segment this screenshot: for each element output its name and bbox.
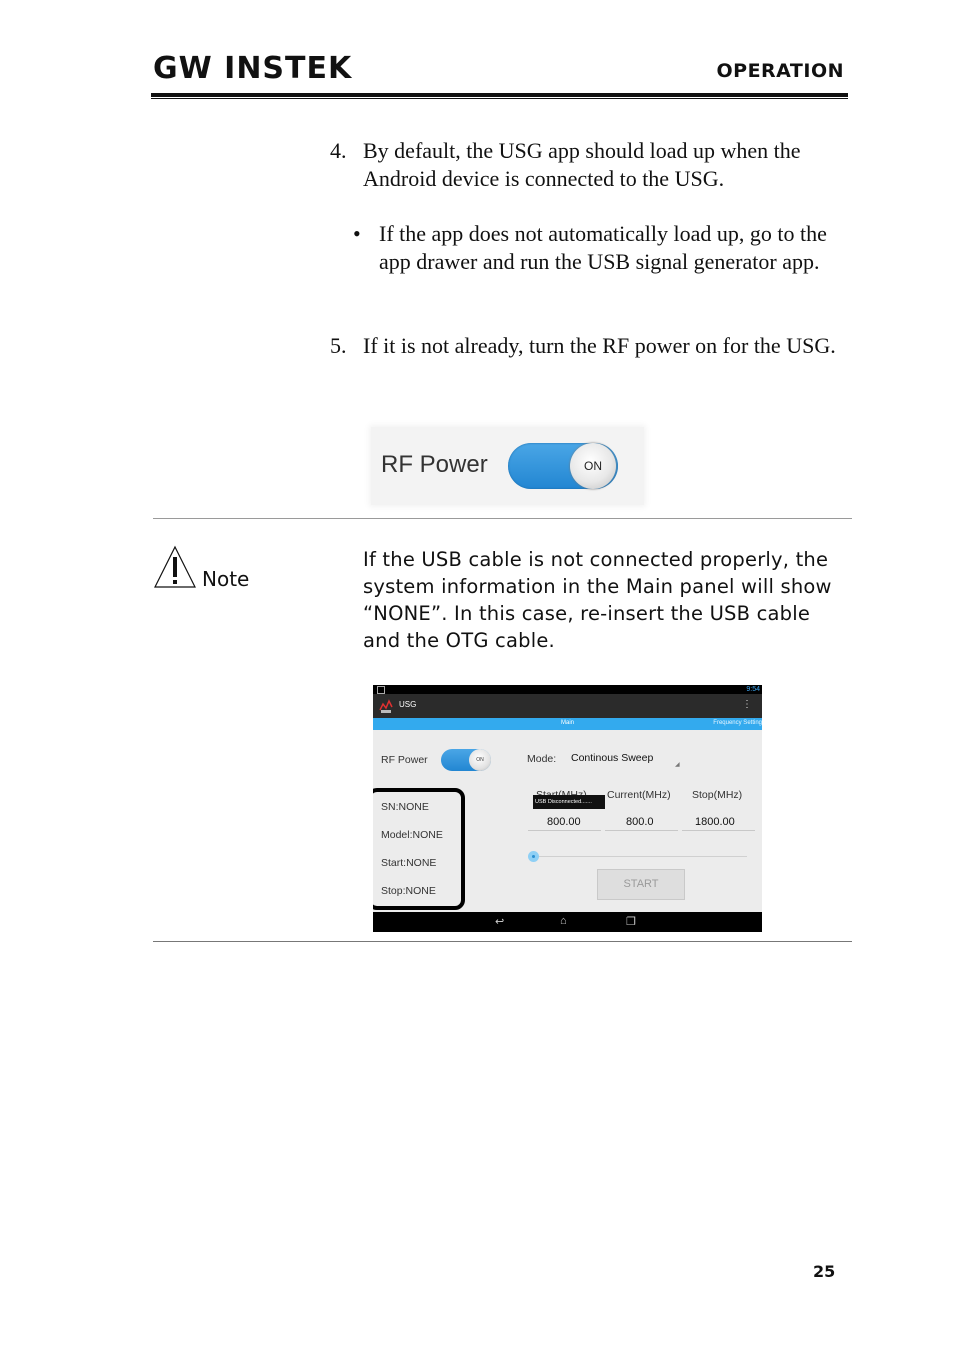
overflow-menu-icon[interactable]: ⋮ — [742, 699, 752, 710]
status-clock: 9:54 — [746, 686, 760, 693]
header-rule-thin — [151, 98, 848, 99]
action-bar — [373, 694, 762, 718]
rf-power-label: RF Power — [381, 754, 428, 766]
mode-select[interactable]: Continous Sweep — [571, 752, 654, 764]
status-bar — [373, 685, 762, 694]
info-model: Model:NONE — [381, 829, 443, 841]
page-number: 25 — [813, 1262, 836, 1281]
input-underline — [682, 830, 755, 831]
toast-message: USB Disconnected....... — [533, 795, 605, 809]
section-title: OPERATION — [716, 60, 844, 82]
header-rule — [151, 93, 848, 97]
mode-label: Mode: — [527, 753, 557, 765]
step-5 — [330, 332, 845, 388]
note-text: If the USB cable is not connected properly, the system information in the Main panel will show “NONE”. In this case, re-insert the USB cable and the OTG cable. — [363, 548, 832, 652]
toggle-knob: ON — [570, 443, 616, 489]
info-sn: SN:NONE — [381, 801, 429, 813]
frequency-slider-thumb[interactable] — [528, 851, 539, 862]
bullet-marker: • — [353, 221, 361, 246]
warning-triangle-icon — [153, 545, 197, 589]
input-underline — [605, 830, 678, 831]
start-button[interactable]: START — [597, 869, 685, 900]
navigation-bar — [373, 912, 762, 932]
input-underline — [528, 830, 601, 831]
rf-power-label: RF Power — [381, 451, 488, 478]
step-4 — [330, 137, 845, 193]
section-divider — [153, 518, 852, 519]
rf-power-toggle[interactable] — [508, 443, 618, 489]
section-divider — [153, 941, 852, 942]
current-value[interactable]: 800.0 — [626, 816, 654, 828]
info-start: Start:NONE — [381, 857, 437, 869]
info-stop: Stop:NONE — [381, 885, 436, 897]
stop-value[interactable]: 1800.00 — [695, 816, 735, 828]
app-title: USG — [399, 700, 417, 709]
current-header: Current(MHz) — [607, 789, 671, 801]
recents-icon[interactable]: ❐ — [626, 916, 636, 928]
toggle-knob: ON — [469, 749, 491, 771]
home-icon[interactable]: ⌂ — [560, 915, 567, 927]
step-number: 5. — [330, 333, 347, 358]
tab-main[interactable]: Main — [561, 720, 575, 726]
brand-logo: GW INSTEK — [153, 51, 353, 86]
rf-power-widget — [371, 427, 644, 505]
tab-frequency-setting[interactable]: Frequency Setting — [713, 720, 762, 726]
dropdown-caret-icon: ◢ — [675, 762, 680, 768]
app-logo-icon — [379, 698, 395, 714]
app-screenshot — [373, 685, 762, 932]
start-value[interactable]: 800.00 — [547, 816, 581, 828]
list-item — [353, 220, 843, 304]
step-number: 4. — [330, 138, 347, 163]
bullet-text: If the app does not automatically load up, go to the app drawer and run the USB signal generator app. — [379, 221, 827, 274]
step-text: By default, the USG app should load up when the Android device is connected to the USG. — [363, 138, 801, 191]
note-label: Note — [202, 567, 250, 591]
rf-power-toggle[interactable] — [441, 749, 491, 771]
tab-bar — [373, 718, 762, 730]
stop-header: Stop(MHz) — [692, 789, 743, 801]
step-text: If it is not already, turn the RF power on for the USG. — [363, 333, 836, 358]
back-icon[interactable]: ↩ — [495, 916, 505, 928]
frequency-slider-track[interactable] — [533, 856, 747, 857]
notification-icon — [377, 686, 385, 694]
